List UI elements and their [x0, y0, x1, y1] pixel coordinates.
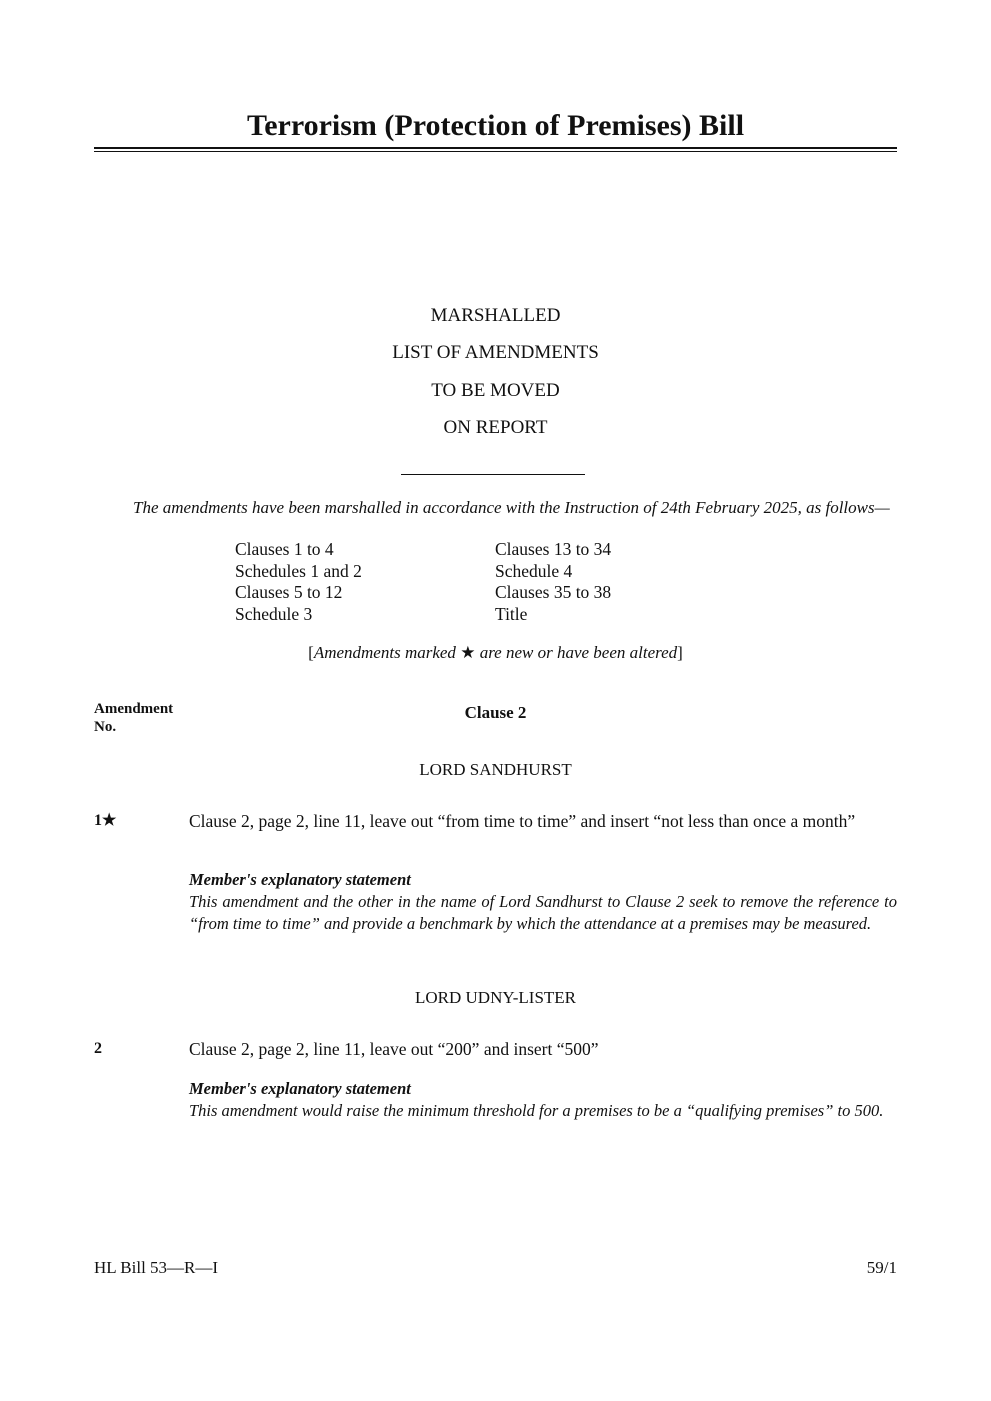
amendment-text: Clause 2, page 2, line 11, leave out “200” and insert “500” [189, 1039, 599, 1059]
heading-line: ON REPORT [443, 417, 548, 438]
statement-text: This amendment would raise the minimum threshold for a premises to be a “qualifying premises” to 500. [189, 1101, 884, 1120]
amendment-number: 1★ [94, 812, 117, 829]
clause-heading: Clause 2 [464, 703, 527, 722]
title-rule-thin [94, 151, 897, 152]
member-name: LORD UDNY-LISTER [414, 988, 577, 1007]
order-item: Title [495, 603, 528, 624]
bill-reference: HL Bill 53—R—I [94, 1258, 219, 1277]
explanatory-statement [189, 1078, 897, 1122]
page-reference: 59/1 [866, 1258, 897, 1277]
note-text: are new or have been altered [475, 643, 678, 662]
order-item: Clauses 13 to 34 [495, 539, 612, 559]
label-line: Amendment [94, 701, 174, 717]
note-text: Amendments marked [313, 643, 461, 662]
order-item: Clauses 35 to 38 [495, 582, 612, 603]
title-rule [94, 147, 897, 149]
heading-line: MARSHALLED [430, 305, 561, 326]
bracket: [ [308, 643, 314, 662]
bill-title: Terrorism (Protection of Premises) Bill [246, 109, 745, 142]
explanatory-statement [189, 869, 897, 935]
statement-text: This amendment and the other in the name of Lord Sandhurst to Clause 2 seek to remove the reference to “from time to time” and provide a benchmark by which the attendance at a premises may be measured. [189, 892, 897, 933]
statement-heading: Member's explanatory statement [189, 870, 411, 889]
order-item: Schedule 4 [495, 560, 573, 581]
order-item: Schedules 1 and 2 [235, 560, 362, 581]
order-column-2 [495, 539, 611, 625]
heading-line: TO BE MOVED [431, 380, 560, 401]
order-item: Schedule 3 [235, 603, 313, 624]
amendment-text: Clause 2, page 2, line 11, leave out “from time to time” and insert “not less than once a month” [189, 811, 856, 831]
order-item: Clauses 5 to 12 [235, 582, 343, 603]
statement-heading: Member's explanatory statement [189, 1079, 411, 1098]
star-note [0, 642, 991, 664]
intro-paragraph: The amendments have been marshalled in accordance with the Instruction of 24th February 2025, as follows— [133, 498, 890, 517]
heading-line: LIST OF AMENDMENTS [392, 342, 599, 363]
order-column-1 [235, 539, 362, 625]
order-item: Clauses 1 to 4 [235, 539, 334, 559]
label-line: No. [94, 719, 117, 735]
divider [401, 474, 585, 475]
bracket: ] [677, 643, 683, 662]
star-icon: ★ [460, 643, 476, 662]
member-name: LORD SANDHURST [419, 760, 572, 779]
amendment-number: 2 [94, 1040, 102, 1057]
